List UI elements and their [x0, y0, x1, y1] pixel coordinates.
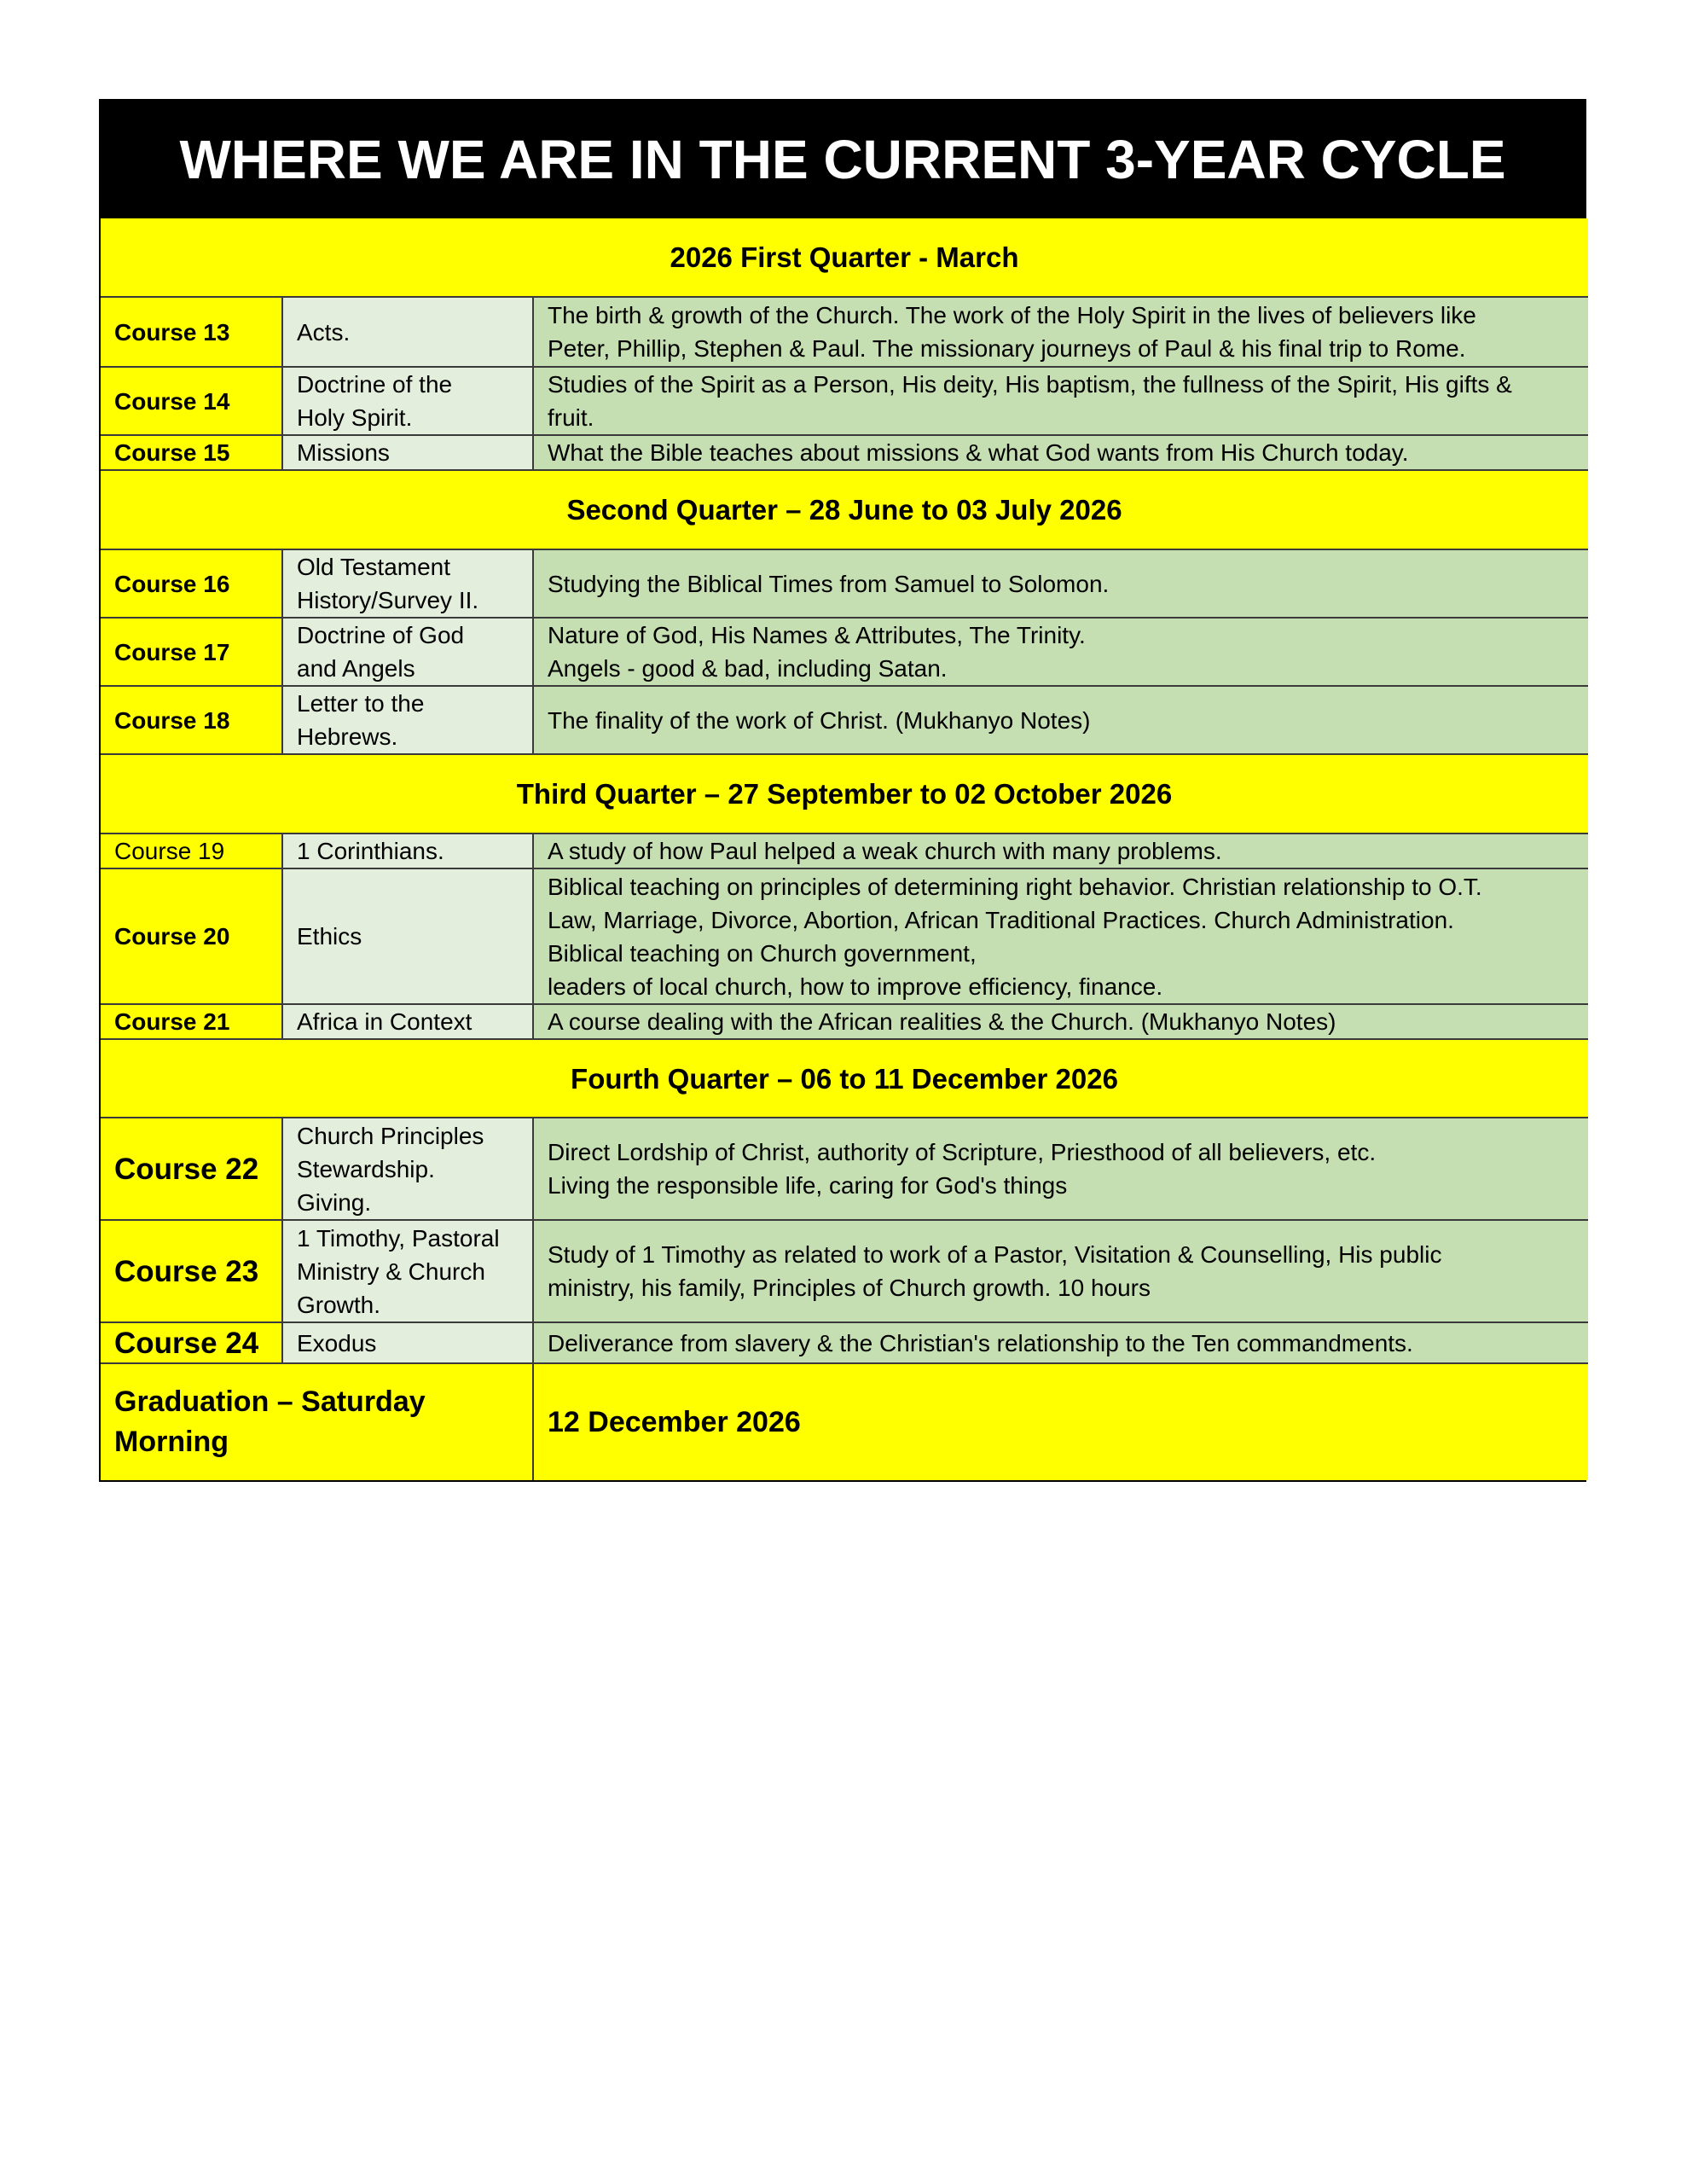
course-row [101, 868, 1588, 1004]
quarter-heading-row [101, 470, 1588, 549]
course-code: Course 16 [101, 549, 282, 618]
course-code: Course 22 [101, 1118, 282, 1220]
course-subject: 1 Timothy, Pastoral Ministry & Church Growth. [282, 1220, 533, 1322]
course-subject: Doctrine of God and Angels [282, 618, 533, 686]
course-description: Deliverance from slavery & the Christian's relationship to the Ten commandments. [533, 1322, 1588, 1363]
course-row [101, 1322, 1588, 1363]
graduation-row [101, 1363, 1588, 1480]
course-code: Course 23 [101, 1220, 282, 1322]
graduation-date: 12 December 2026 [533, 1363, 1588, 1480]
course-row [101, 1004, 1588, 1039]
course-description: Biblical teaching on principles of determining right behavior. Christian relationship to O.T. Law, Marriage, Divorce, Abortion, African Traditional Practices. Church Administration. Biblical teaching on Church government, leaders of local church, how to improve efficiency, finance. [533, 868, 1588, 1004]
course-row [101, 834, 1588, 868]
quarter-heading: Third Quarter – 27 September to 02 October 2026 [101, 754, 1588, 834]
course-description: Nature of God, His Names & Attributes, The Trinity. Angels - good & bad, including Satan. [533, 618, 1588, 686]
course-row [101, 618, 1588, 686]
course-subject: Church Principles Stewardship. Giving. [282, 1118, 533, 1220]
schedule-sheet [99, 99, 1586, 1482]
course-row [101, 549, 1588, 618]
course-row [101, 297, 1588, 367]
quarter-heading: Fourth Quarter – 06 to 11 December 2026 [101, 1039, 1588, 1118]
course-description: Direct Lordship of Christ, authority of Scripture, Priesthood of all believers, etc. Living the responsible life, caring for God's things [533, 1118, 1588, 1220]
course-row [101, 686, 1588, 754]
course-subject: Old Testament History/Survey II. [282, 549, 533, 618]
course-code: Course 24 [101, 1322, 282, 1363]
course-row [101, 1220, 1588, 1322]
course-description: Studying the Biblical Times from Samuel to Solomon. [533, 549, 1588, 618]
course-code: Course 19 [101, 834, 282, 868]
course-subject: Missions [282, 435, 533, 470]
course-schedule-table [101, 218, 1588, 1480]
quarter-heading: Second Quarter – 28 June to 03 July 2026 [101, 470, 1588, 549]
course-code: Course 14 [101, 367, 282, 435]
course-subject: 1 Corinthians. [282, 834, 533, 868]
course-description: A study of how Paul helped a weak church with many problems. [533, 834, 1588, 868]
course-subject: Letter to the Hebrews. [282, 686, 533, 754]
course-subject: Exodus [282, 1322, 533, 1363]
course-code: Course 13 [101, 297, 282, 367]
course-description: What the Bible teaches about missions & what God wants from His Church today. [533, 435, 1588, 470]
course-description: Studies of the Spirit as a Person, His deity, His baptism, the fullness of the Spirit, His gifts & fruit. [533, 367, 1588, 435]
course-code: Course 21 [101, 1004, 282, 1039]
course-description: Study of 1 Timothy as related to work of a Pastor, Visitation & Counselling, His public ministry, his family, Principles of Church growth. 10 hours [533, 1220, 1588, 1322]
graduation-label: Graduation – Saturday Morning [101, 1363, 533, 1480]
quarter-heading-row [101, 754, 1588, 834]
quarter-heading: 2026 First Quarter - March [101, 218, 1588, 297]
course-code: Course 20 [101, 868, 282, 1004]
course-code: Course 15 [101, 435, 282, 470]
course-description: The finality of the work of Christ. (Mukhanyo Notes) [533, 686, 1588, 754]
course-subject: Africa in Context [282, 1004, 533, 1039]
course-subject: Ethics [282, 868, 533, 1004]
course-subject: Acts. [282, 297, 533, 367]
course-row [101, 1118, 1588, 1220]
course-row [101, 367, 1588, 435]
course-code: Course 18 [101, 686, 282, 754]
quarter-heading-row [101, 218, 1588, 297]
course-description: The birth & growth of the Church. The work of the Holy Spirit in the lives of believers like Peter, Phillip, Stephen & Paul. The missionary journeys of Paul & his final trip to Rome. [533, 297, 1588, 367]
course-subject: Doctrine of the Holy Spirit. [282, 367, 533, 435]
course-code: Course 17 [101, 618, 282, 686]
quarter-heading-row [101, 1039, 1588, 1118]
course-row [101, 435, 1588, 470]
course-description: A course dealing with the African realities & the Church. (Mukhanyo Notes) [533, 1004, 1588, 1039]
page-title: WHERE WE ARE IN THE CURRENT 3-YEAR CYCLE [101, 101, 1585, 218]
